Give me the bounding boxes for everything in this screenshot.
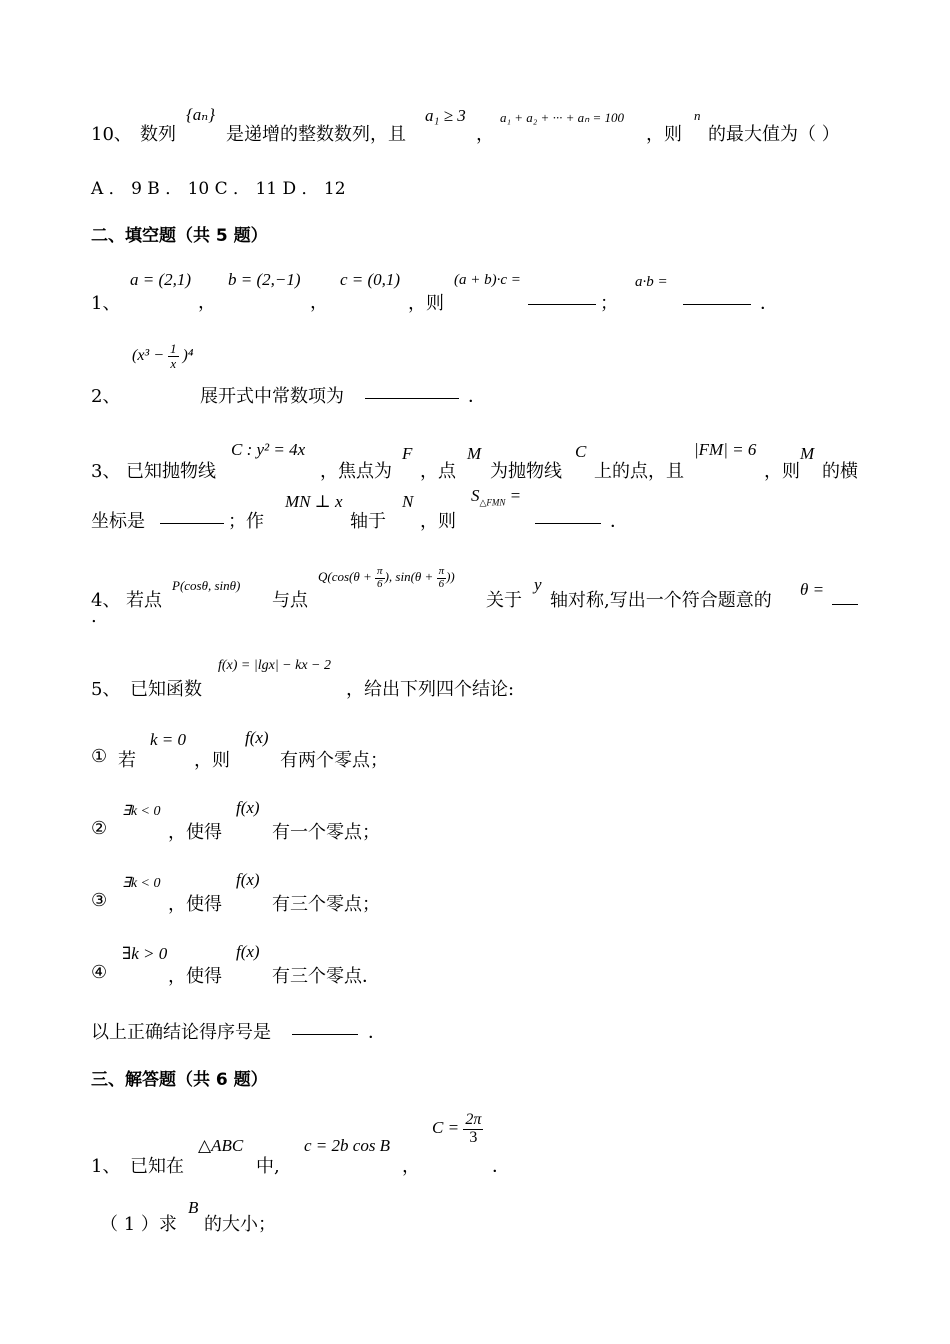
- a1-sub1-pre: （ 1 ）求: [100, 1214, 177, 1235]
- f3-math-m: M: [467, 444, 482, 463]
- a1-c-pre: C =: [432, 1118, 460, 1138]
- f4-text-3: 关于: [486, 590, 522, 611]
- f5-item-1-fx: f(x): [245, 728, 269, 747]
- f5-item-3-fx: f(x): [236, 870, 260, 889]
- a1-text-2: 中,: [256, 1156, 280, 1177]
- f2-text: 展开式中常数项为: [200, 386, 344, 407]
- f5-item-2-mark: ②: [91, 818, 108, 839]
- f1-then: ，则: [408, 293, 444, 314]
- f4-q-frac-1: [375, 566, 385, 590]
- f4-math-y: y: [534, 575, 542, 594]
- f4-math-q: [318, 566, 455, 590]
- f3-math-fm: |FM| = 6: [694, 440, 757, 459]
- f2-frac-den: x: [170, 355, 177, 371]
- f5-item-1-word: 若: [118, 750, 136, 771]
- f3-blank-1: [160, 522, 224, 524]
- f1-math-c: c = (0,1): [340, 270, 401, 289]
- f5-item-2-tail: 有一个零点；: [272, 822, 380, 843]
- a1-sub1-post: 的大小；: [204, 1214, 276, 1235]
- a1-period: ．: [492, 1156, 510, 1177]
- a1-sub1-b: B: [188, 1198, 199, 1217]
- f3-text-3: ，点: [420, 461, 456, 482]
- f1-semicolon: ；: [600, 293, 618, 314]
- f5-item-3-cond: ∃k < 0: [122, 876, 161, 891]
- f5-conclusion: 以上正确结论得序号是: [91, 1022, 271, 1043]
- a1-number: 1、: [91, 1156, 121, 1177]
- f1-math-b: b = (2,−1): [228, 270, 301, 289]
- f5-item-2-fx: f(x): [236, 798, 260, 817]
- f5-number: 5、: [91, 679, 121, 700]
- f3-text-9: ；作: [228, 511, 264, 532]
- f1-math-a: a = (2,1): [130, 270, 192, 289]
- f3-text-4: 为抛物线: [490, 461, 562, 482]
- f3-period: ．: [610, 511, 628, 532]
- f4-q-frac-1-num: π: [377, 565, 383, 577]
- f3-text-5: 上的点，且: [594, 461, 684, 482]
- f3-text-8: 坐标是: [91, 511, 145, 532]
- f5-item-1-tail: 有两个零点；: [280, 750, 388, 771]
- f5-period: ．: [368, 1022, 386, 1043]
- f3-s-sub: △FMN: [479, 497, 506, 508]
- f3-math-c-eq: C : y² = 4x: [231, 440, 306, 459]
- f2-blank: [365, 397, 459, 399]
- q10-math-a1: a₁ ≥ 3: [425, 106, 466, 125]
- a1-math-cangle: [432, 1112, 483, 1147]
- f3-text-6: ，则: [764, 461, 800, 482]
- f2-frac-num: 1: [170, 341, 177, 356]
- f4-text-2: 与点: [272, 590, 308, 611]
- f5-item-4-cond: ∃k > 0: [122, 944, 168, 963]
- q10-text-2: 是递增的整数数列，且: [226, 124, 406, 145]
- f5-item-3-mark: ③: [91, 890, 108, 911]
- f1-comma-2: ，: [310, 292, 328, 313]
- f3-text-2: ，焦点为: [320, 461, 392, 482]
- f4-q-frac-2-den: 6: [438, 577, 445, 590]
- f3-math-s: [471, 486, 521, 508]
- f5-item-3-tail: 有三个零点；: [272, 894, 380, 915]
- q10-math-n: n: [694, 108, 701, 123]
- f2-expr-post: )⁴: [182, 346, 194, 364]
- f5-math-f: f(x) = |lgx| − kx − 2: [218, 658, 331, 673]
- f3-math-f: F: [402, 444, 413, 463]
- f5-item-4-fx: f(x): [236, 942, 260, 961]
- f4-dot: .: [91, 606, 97, 627]
- f3-text-1: 已知抛物线: [126, 461, 216, 482]
- f2-number: 2、: [91, 386, 121, 407]
- f5-item-1-sep: ，则: [194, 750, 230, 771]
- f4-math-theta: θ =: [800, 580, 825, 599]
- f4-q-frac-1-den: 6: [377, 577, 383, 590]
- a1-math-abc: △ABC: [198, 1136, 244, 1155]
- f5-item-4-tail: 有三个零点．: [272, 966, 380, 987]
- f1-blank-2: [683, 303, 751, 305]
- f1-blank-1: [528, 303, 596, 305]
- f4-q-frac-2: [437, 566, 447, 590]
- f4-text-1: 若点: [126, 590, 162, 611]
- a1-math-c: c = 2b cos B: [304, 1136, 391, 1155]
- f4-q-post: )): [446, 569, 455, 585]
- q10-math-an: {aₙ}: [186, 105, 215, 124]
- f3-number: 3、: [91, 461, 121, 482]
- f2-expr-pre: (x³ −: [132, 346, 165, 364]
- f3-text-7: 的横: [822, 461, 858, 482]
- f3-text-11: ，则: [420, 511, 456, 532]
- f3-s-letter: S: [471, 486, 480, 505]
- f4-q-mid: ), sin(θ +: [384, 569, 434, 585]
- q10-comma: ，: [476, 124, 494, 145]
- f1-math-expr2: a·b =: [635, 274, 668, 290]
- a1-text-1: 已知在: [130, 1156, 184, 1177]
- f5-item-2-cond: ∃k < 0: [122, 804, 161, 819]
- a1-comma: ，: [402, 1156, 420, 1177]
- f1-math-expr1: (a + b)·c =: [454, 272, 521, 288]
- f2-period: ．: [468, 386, 486, 407]
- f1-period: ．: [760, 293, 778, 314]
- f5-text-2: ，给出下列四个结论:: [346, 679, 515, 700]
- f3-blank-2: [535, 522, 601, 524]
- f5-item-1-mark: ①: [91, 746, 108, 767]
- f2-fraction: [168, 342, 179, 370]
- f5-item-2-sep: ，使得: [168, 822, 222, 843]
- f3-math-c: C: [575, 442, 587, 461]
- f3-math-n: N: [402, 492, 414, 511]
- f5-item-4-mark: ④: [91, 962, 108, 983]
- f4-blank: [832, 603, 858, 605]
- a1-c-den: 3: [469, 1128, 478, 1146]
- q10-options: A ． 9 B ． 10 C ． 11 D ． 12: [91, 179, 346, 199]
- f1-comma-1: ，: [198, 292, 216, 313]
- f4-q-frac-2-num: π: [438, 565, 445, 577]
- f4-q-pre: Q(cos(θ +: [318, 569, 372, 585]
- a1-c-num: 2π: [465, 1111, 482, 1128]
- f2-math-expr: [132, 342, 193, 370]
- f3-math-mn: MN ⊥ x: [285, 492, 343, 511]
- section3-title: 三、解答题（共 6 题）: [91, 1070, 268, 1090]
- f4-math-p: P(cosθ, sinθ): [172, 578, 241, 593]
- f3-math-m2: M: [800, 444, 815, 463]
- f5-blank: [292, 1033, 358, 1035]
- a1-c-frac: [463, 1112, 483, 1147]
- q10-number: 10、: [91, 124, 132, 145]
- q10-text-1: 数列: [140, 124, 176, 145]
- q10-text-4: 的最大值为（ ）: [708, 124, 840, 145]
- f4-number: 4、: [91, 590, 121, 611]
- f5-item-1-cond: k = 0: [150, 730, 187, 749]
- f3-text-10: 轴于: [350, 511, 386, 532]
- section2-title: 二、填空题（共 5 题）: [91, 226, 268, 246]
- f1-number: 1、: [91, 293, 121, 314]
- f5-item-4-sep: ，使得: [168, 966, 222, 987]
- f5-item-3-sep: ，使得: [168, 894, 222, 915]
- q10-math-sum: a₁ + a₂ + ··· + aₙ = 100: [500, 110, 625, 125]
- q10-text-3: ，则: [646, 124, 682, 145]
- f3-s-eq: =: [509, 486, 522, 505]
- f5-text-1: 已知函数: [130, 679, 202, 700]
- f4-text-4: 轴对称,写出一个符合题意的: [550, 590, 772, 611]
